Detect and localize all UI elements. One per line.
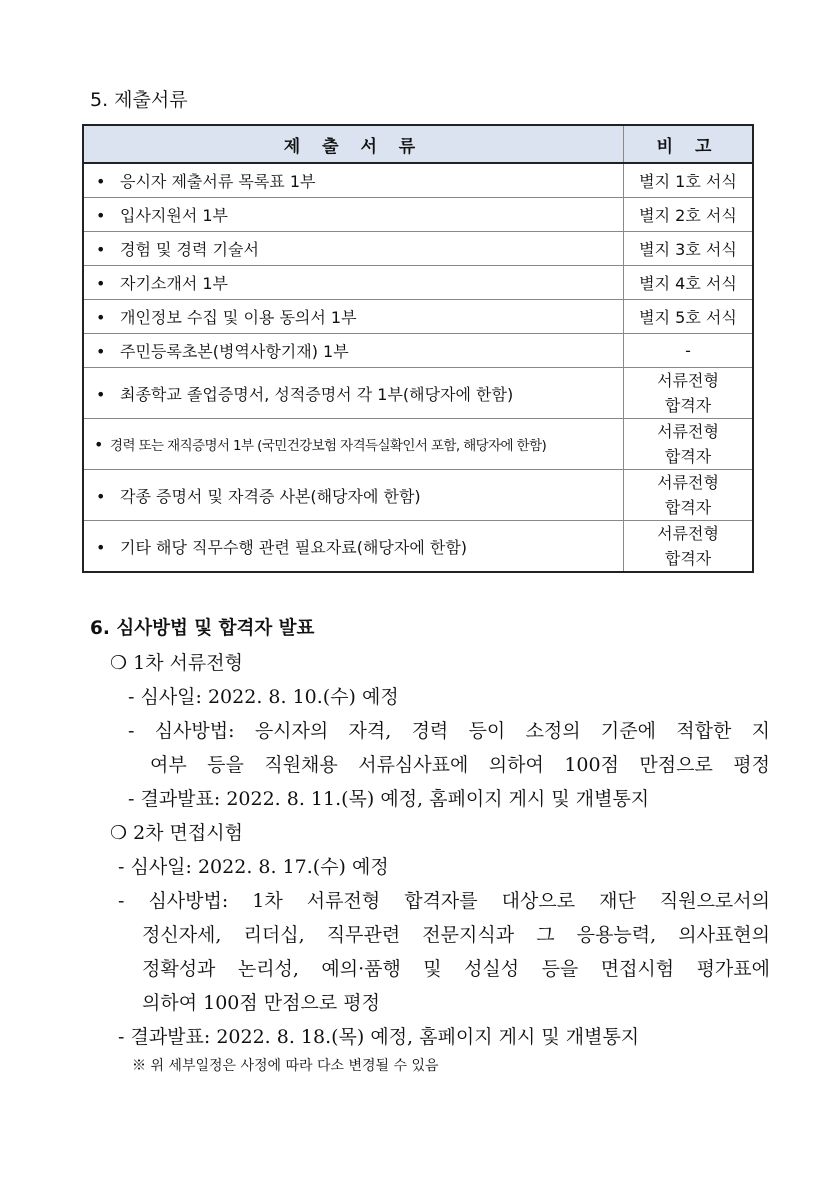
bullet-icon: • <box>96 342 106 361</box>
row-note: 별지 5호 서식 <box>624 300 754 334</box>
row-note: 별지 1호 서식 <box>624 163 754 198</box>
section-6-title: 6. 심사방법 및 합격자 발표 <box>90 618 315 639</box>
stage2-method-line2: 정신자세, 리더십, 직무관련 전문지식과 그 응용능력, 의사표현의 <box>142 924 770 946</box>
row-note-line1: 서류전형 <box>657 473 719 492</box>
table-row <box>83 163 753 198</box>
row-note: 별지 4호 서식 <box>624 266 754 300</box>
row-item: 입사지원서 1부 <box>120 206 229 225</box>
row-note-line1: 서류전형 <box>657 371 719 390</box>
row-item: 최종학교 졸업증명서, 성적증명서 각 1부(해당자에 한함) <box>120 384 514 404</box>
row-item: 주민등록초본(병역사항기재) 1부 <box>120 342 349 361</box>
bullet-icon: • <box>96 206 106 225</box>
row-note: - <box>624 334 754 368</box>
stage2-method-line3: 정확성과 논리성, 예의·품행 및 성실성 등을 면접시험 평가표에 <box>142 958 770 980</box>
section-6 <box>90 612 770 1078</box>
table-row <box>83 232 753 266</box>
row-note-line1: 서류전형 <box>657 524 719 543</box>
table-row <box>83 334 753 368</box>
stage1-method-line2: 여부 등을 직원채용 서류심사표에 의하여 100점 만점으로 평정 <box>150 754 770 776</box>
row-item: 각종 증명서 및 자격증 사본(해당자에 한함) <box>120 486 421 506</box>
bullet-icon: • <box>96 240 106 259</box>
row-note-line2: 합격자 <box>664 498 712 517</box>
row-note-line1: 서류전형 <box>657 422 719 441</box>
table-row <box>83 266 753 300</box>
row-item: 응시자 제출서류 목록표 1부 <box>120 172 316 191</box>
header-documents: 제 출 서 류 <box>83 125 624 163</box>
stage2-heading: ❍ 2차 면접시험 <box>110 822 243 844</box>
table-row <box>83 521 753 573</box>
bullet-icon: • <box>96 537 106 557</box>
bullet-icon: • <box>96 172 106 191</box>
bullet-icon: • <box>96 384 106 404</box>
table-header-row <box>83 125 753 163</box>
submission-documents-table <box>82 124 754 573</box>
table-row <box>83 470 753 521</box>
stage2-method-line1: - 심사방법: 1차 서류전형 합격자를 대상으로 재단 직원으로서의 <box>118 890 770 912</box>
row-note-line2: 합격자 <box>664 549 712 568</box>
table-row <box>83 368 753 419</box>
stage1-result: - 결과발표: 2022. 8. 11.(목) 예정, 홈페이지 게시 및 개별통지 <box>128 788 650 810</box>
row-note-line2: 합격자 <box>664 396 712 415</box>
bullet-icon: • <box>96 308 106 327</box>
footnote: ※ 위 세부일정은 사정에 따라 다소 변경될 수 있음 <box>132 1058 439 1074</box>
row-item: 경력 또는 재직증명서 1부 (국민건강보험 자격득실확인서 포함, 해당자에 한함) <box>110 438 547 454</box>
row-note-line2: 합격자 <box>664 447 712 466</box>
row-item: 자기소개서 1부 <box>120 274 229 293</box>
table-row <box>83 300 753 334</box>
header-remarks: 비 고 <box>624 125 754 163</box>
stage1-method-line1: - 심사방법: 응시자의 자격, 경력 등이 소정의 기준에 적합한 지 <box>128 720 770 742</box>
stage2-date: - 심사일: 2022. 8. 17.(수) 예정 <box>118 856 389 878</box>
table-row <box>83 198 753 232</box>
row-item: 경험 및 경력 기술서 <box>120 240 259 259</box>
table-row <box>83 419 753 470</box>
row-item: 개인정보 수집 및 이용 동의서 1부 <box>120 308 357 327</box>
row-note: 별지 2호 서식 <box>624 198 754 232</box>
stage2-method-line4: 의하여 100점 만점으로 평정 <box>142 992 380 1014</box>
stage2-result: - 결과발표: 2022. 8. 18.(목) 예정, 홈페이지 게시 및 개별통지 <box>118 1026 640 1048</box>
bullet-icon: • <box>96 486 106 506</box>
stage1-date: - 심사일: 2022. 8. 10.(수) 예정 <box>128 686 399 708</box>
stage1-heading: ❍ 1차 서류전형 <box>110 652 243 674</box>
bullet-icon: • <box>96 274 106 293</box>
row-note: 별지 3호 서식 <box>624 232 754 266</box>
section-5-title: 5. 제출서류 <box>90 89 188 111</box>
row-item: 기타 해당 직무수행 관련 필요자료(해당자에 한함) <box>120 537 468 557</box>
bullet-icon: • <box>94 435 104 454</box>
